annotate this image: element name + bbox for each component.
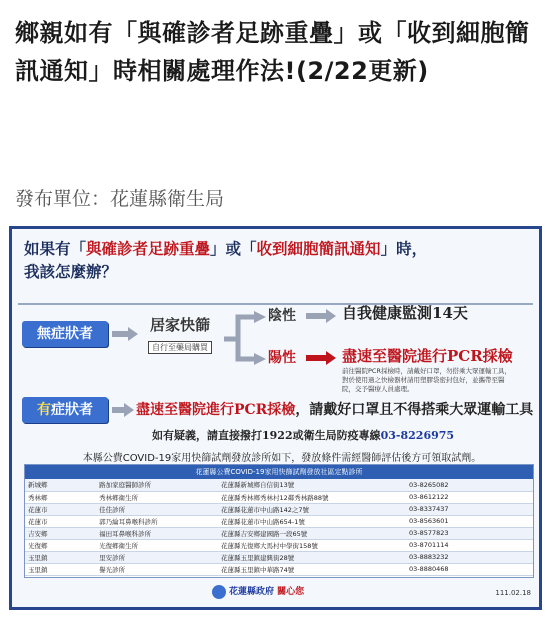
negative-action: 自我健康監測14天 [342,304,468,322]
table-cell: 花蓮縣花蓮市中山路142之7號 [218,503,406,515]
poster-question: 如果有「與確診者足跡重疊」或「收到細胞簡訊通知」時， 我該怎麼辦？ [24,239,428,281]
table-cell: 03-8563601 [406,515,533,527]
result-negative: 陰性 [268,308,296,324]
table-row [25,563,533,575]
symptomatic-action: 盡速至醫院進行PCR採檢，請戴好口罩且不得搭乘大眾運輸工具 [136,402,534,418]
table-cell: 福田耳鼻喉科診所 [96,527,218,539]
contact-info: 如有疑義，請直接撥打1922或衛生局防疫專線03-8226975 [152,429,455,442]
article-title: 鄉親如有「與確診者足跡重疊」或「收到細胞簡訊通知」時相關處理作法!(2/22更新) [15,19,530,85]
table-title: 花蓮縣公費COVID-19家用快篩試劑發放社區定點診所 [25,465,533,479]
arrow-right-icon [306,351,336,365]
table-cell: 花蓮縣玉里鎮建興街28號 [218,551,406,563]
table-cell: 光復鄉衛生所 [96,539,218,551]
table-cell: 玉里鎮 [25,551,96,563]
clinic-table-body [25,479,533,576]
footer-org: 花蓮縣政府 關心您 [212,584,304,599]
table-cell: 03-8265082 [406,479,533,491]
result-positive: 陽性 [268,350,296,366]
table-cell: 秀林鄉衛生所 [96,491,218,503]
table-cell: 03-8577823 [406,527,533,539]
publisher-label: 發布單位：花蓮縣衛生局 [15,188,225,210]
table-cell: 花蓮縣花蓮市中山路654-1號 [218,515,406,527]
table-cell: 佳佳診所 [96,503,218,515]
tag-asymptomatic: 無症狀者 [22,321,108,347]
table-cell: 花蓮市 [25,515,96,527]
table-cell: 里安診所 [96,551,218,563]
positive-action: 盡速至醫院進行PCR採檢 [342,347,513,365]
arrow-right-icon [306,309,336,323]
table-row [25,515,533,527]
table-cell: 郭乃綸耳鼻喉科診所 [96,515,218,527]
table-cell: 花蓮市 [25,503,96,515]
table-cell: 新城鄉 [25,479,96,491]
kit-notice: 本縣公費COVID-19家用快篩試劑發放診所如下，發放條件需經醫師評估後方可領取試劑。 [82,453,482,464]
table-row [25,527,533,539]
table-cell: 03-8612122 [406,491,533,503]
table-cell: 路加家庭醫師診所 [96,479,218,491]
arrow-right-icon [112,403,134,417]
infographic-poster[interactable] [9,226,542,610]
positive-note: 前往醫院PCR採檢時，請戴好口罩，勿搭乘大眾運輸工具，對於使用過之快檢器材請用塑膠袋密封包好，並攜帶至醫院，交予醫療人員處理。 [342,367,511,393]
table-cell: 03-8337437 [406,503,533,515]
table-row [25,551,533,563]
home-test-block: 居家快篩 自行至藥局購買 [149,316,210,352]
poster-date: 111.02.18 [495,589,531,597]
table-cell: 03-8701114 [406,539,533,551]
table-cell: 花蓮縣秀林鄉秀林村12鄰秀林路88號 [218,491,406,503]
table-cell: 花蓮縣新城鄉自信街13號 [218,479,406,491]
clinic-table [24,464,534,578]
branch-arrow-icon [222,311,266,367]
arrow-right-icon [112,327,138,341]
county-logo-icon [212,585,226,599]
table-cell: 譽光診所 [96,563,218,575]
table-cell: 光復鄉 [25,539,96,551]
table-cell: 03-8880468 [406,563,533,575]
table-cell: 花蓮縣光復鄉大馬村中學街158號 [218,539,406,551]
table-row [25,503,533,515]
table-row [25,539,533,551]
table-cell: 花蓮縣玉里鎮中華路74號 [218,563,406,575]
table-cell: 花蓮縣吉安鄉建國路一段65號 [218,527,406,539]
tag-symptomatic: 有症狀者 [22,397,108,423]
table-cell: 秀林鄉 [25,491,96,503]
table-row [25,479,533,491]
table-cell: 吉安鄉 [25,527,96,539]
table-cell: 03-8883232 [406,551,533,563]
table-row [25,491,533,503]
table-cell: 玉里鎮 [25,563,96,575]
